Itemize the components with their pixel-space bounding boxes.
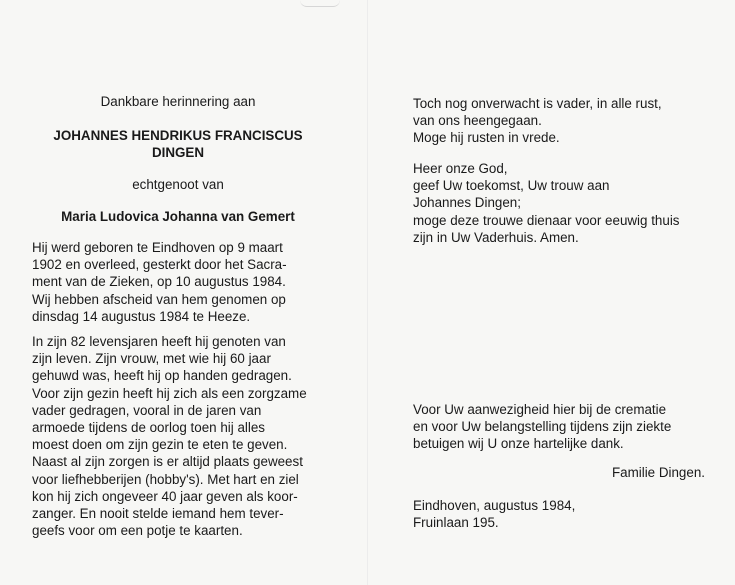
- biography-paragraph-2: [32, 333, 324, 539]
- text-line: In zijn 82 levensjaren heeft hij genoten van: [32, 334, 286, 349]
- text-line: moge deze trouwe dienaar voor eeuwig thuis: [413, 212, 680, 228]
- text-line: zijn in Uw Vaderhuis. Amen.: [413, 229, 579, 245]
- thanks-paragraph: [413, 401, 705, 453]
- card-fold: [367, 0, 368, 585]
- address: Fruinlaan 195.: [413, 515, 499, 530]
- text-line: kon hij zich ongeveer 40 jaar geven als koor-: [32, 488, 298, 504]
- text-line: Voor Uw aanwezigheid hier bij de crematie: [413, 402, 667, 417]
- text-line: Voor zijn gezin heeft hij zich als een zorgzame: [32, 385, 307, 401]
- text-line: armoede tijdens de oorlog toen hij alles: [32, 420, 265, 436]
- text-line: dinsdag 14 augustus 1984 te Heeze.: [32, 308, 251, 324]
- text-line: Johannes Dingen;: [413, 195, 521, 211]
- text-line: moest doen om zijn gezin te eten te geven.: [32, 437, 288, 453]
- text-line: 1902 en overleed, gesterkt door het Sacra-: [32, 257, 287, 273]
- text-line: en voor Uw belangstelling tijdens zijn ziekte: [413, 419, 672, 435]
- text-line: Wij hebben afscheid van hem genomen op: [32, 291, 286, 307]
- text-line: Naast al zijn zorgen is er altijd plaats geweest: [32, 454, 303, 470]
- text-line: geef Uw toekomst, Uw trouw aan: [413, 178, 610, 194]
- text-line: voor liefhebberijen (hobby's). Met hart en ziel: [32, 471, 299, 487]
- text-line: gehuwd was, heeft hij op handen gedragen.: [32, 368, 292, 384]
- text-line: zanger. En nooit stelde iemand hem tever-: [32, 506, 284, 522]
- top-edge-mark: [300, 0, 340, 7]
- deceased-name-line1: JOHANNES HENDRIKUS FRANCISCUS: [53, 128, 303, 143]
- text-line: van ons heengegaan.: [413, 113, 542, 129]
- intro-text: Dankbare herinnering aan: [100, 94, 256, 109]
- text-line: vader gedragen, vooral in de jaren van: [32, 402, 262, 418]
- text-line: zijn leven. Zijn vrouw, met wie hij 60 jaar: [32, 351, 271, 367]
- text-line: geefs voor om een potje te kaarten.: [32, 523, 243, 539]
- deceased-name-line2: DINGEN: [151, 145, 205, 160]
- text-line: betuigen wij U onze hartelijke dank.: [413, 436, 624, 452]
- place-date: Eindhoven, augustus 1984,: [413, 498, 576, 513]
- prayer-paragraph: [413, 160, 705, 246]
- text-line: Toch nog onverwacht is vader, in alle rust,: [413, 96, 662, 111]
- spouse-name: Maria Ludovica Johanna van Gemert: [61, 209, 295, 224]
- text-line: Hij werd geboren te Eindhoven op 9 maart: [32, 240, 283, 255]
- spouse-label: echtgenoot van: [132, 177, 224, 192]
- text-line: Heer onze God,: [413, 161, 508, 176]
- text-line: ment van de Zieken, op 10 augustus 1984.: [32, 274, 286, 290]
- verse-paragraph: [413, 95, 705, 147]
- text-line: Moge hij rusten in vrede.: [413, 130, 560, 146]
- biography-paragraph-1: [32, 239, 324, 325]
- family-signature: Familie Dingen.: [611, 465, 705, 480]
